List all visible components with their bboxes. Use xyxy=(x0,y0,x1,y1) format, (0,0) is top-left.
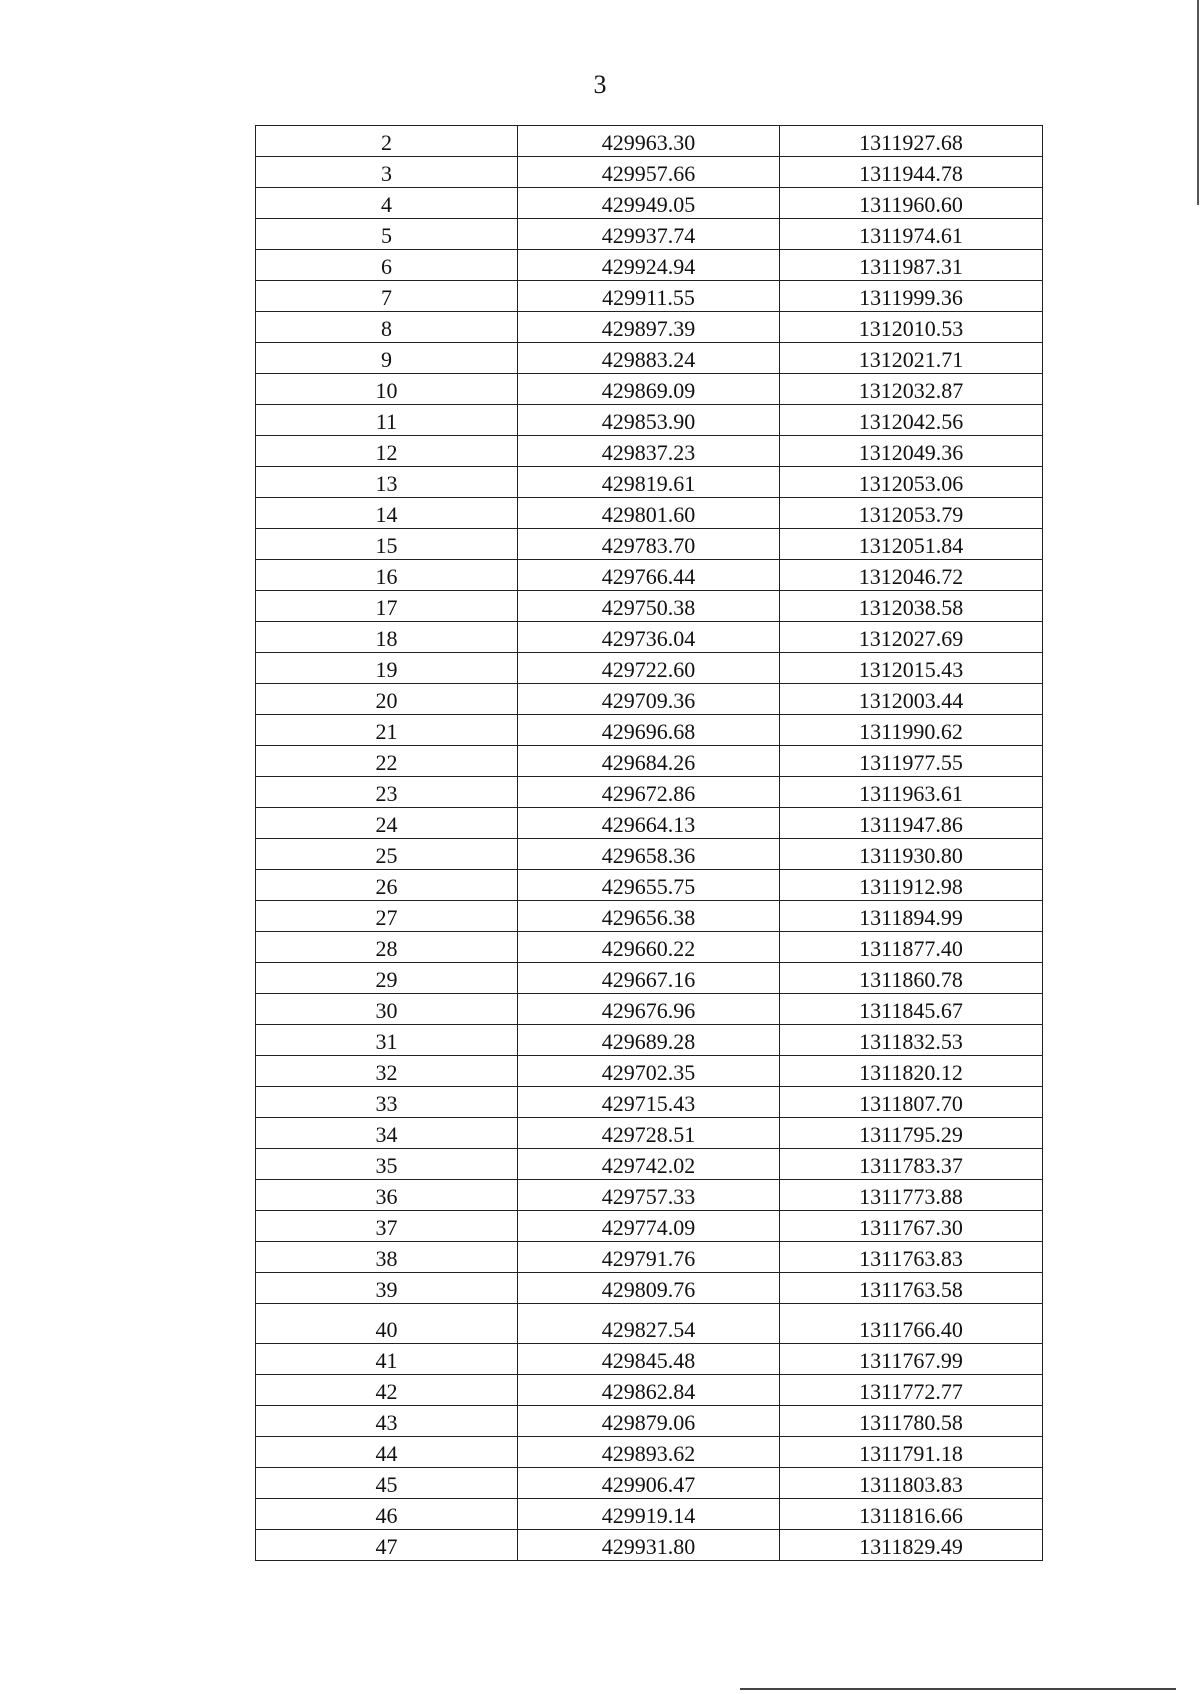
x-coordinate-cell: 429696.68 xyxy=(518,715,780,746)
y-coordinate-cell: 1311999.36 xyxy=(780,281,1043,312)
point-number-cell: 32 xyxy=(256,1056,518,1087)
point-number-cell: 42 xyxy=(256,1375,518,1406)
y-coordinate-cell: 1311791.18 xyxy=(780,1437,1043,1468)
point-number-cell: 25 xyxy=(256,839,518,870)
table-row xyxy=(256,994,1043,1025)
point-number-cell: 7 xyxy=(256,281,518,312)
y-coordinate-cell: 1312003.44 xyxy=(780,684,1043,715)
x-coordinate-cell: 429845.48 xyxy=(518,1344,780,1375)
page-number: 3 xyxy=(593,70,607,99)
table-row xyxy=(256,343,1043,374)
point-number-cell: 12 xyxy=(256,436,518,467)
x-coordinate-cell: 429750.38 xyxy=(518,591,780,622)
table-row xyxy=(256,901,1043,932)
table-row xyxy=(256,622,1043,653)
y-coordinate-cell: 1311930.80 xyxy=(780,839,1043,870)
point-number-cell: 38 xyxy=(256,1242,518,1273)
y-coordinate-cell: 1311832.53 xyxy=(780,1025,1043,1056)
x-coordinate-cell: 429862.84 xyxy=(518,1375,780,1406)
point-number-cell: 23 xyxy=(256,777,518,808)
point-number-cell: 36 xyxy=(256,1180,518,1211)
table-row xyxy=(256,281,1043,312)
coordinates-table xyxy=(255,125,1043,1561)
x-coordinate-cell: 429783.70 xyxy=(518,529,780,560)
y-coordinate-cell: 1311947.86 xyxy=(780,808,1043,839)
x-coordinate-cell: 429774.09 xyxy=(518,1211,780,1242)
point-number-cell: 33 xyxy=(256,1087,518,1118)
point-number-cell: 28 xyxy=(256,932,518,963)
y-coordinate-cell: 1311795.29 xyxy=(780,1118,1043,1149)
table-row xyxy=(256,157,1043,188)
x-coordinate-cell: 429702.35 xyxy=(518,1056,780,1087)
table-row xyxy=(256,405,1043,436)
point-number-cell: 4 xyxy=(256,188,518,219)
table-row xyxy=(256,1375,1043,1406)
point-number-cell: 40 xyxy=(256,1304,518,1344)
table-row xyxy=(256,1180,1043,1211)
x-coordinate-cell: 429672.86 xyxy=(518,777,780,808)
x-coordinate-cell: 429664.13 xyxy=(518,808,780,839)
table-row xyxy=(256,529,1043,560)
y-coordinate-cell: 1312032.87 xyxy=(780,374,1043,405)
point-number-cell: 8 xyxy=(256,312,518,343)
y-coordinate-cell: 1312010.53 xyxy=(780,312,1043,343)
point-number-cell: 22 xyxy=(256,746,518,777)
point-number-cell: 24 xyxy=(256,808,518,839)
table-row xyxy=(256,1344,1043,1375)
point-number-cell: 41 xyxy=(256,1344,518,1375)
y-coordinate-cell: 1312015.43 xyxy=(780,653,1043,684)
x-coordinate-cell: 429736.04 xyxy=(518,622,780,653)
y-coordinate-cell: 1311773.88 xyxy=(780,1180,1043,1211)
y-coordinate-cell: 1311927.68 xyxy=(780,126,1043,157)
x-coordinate-cell: 429658.36 xyxy=(518,839,780,870)
x-coordinate-cell: 429791.76 xyxy=(518,1242,780,1273)
table-row xyxy=(256,870,1043,901)
table-row xyxy=(256,1499,1043,1530)
x-coordinate-cell: 429827.54 xyxy=(518,1304,780,1344)
table-row xyxy=(256,1304,1043,1344)
point-number-cell: 43 xyxy=(256,1406,518,1437)
y-coordinate-cell: 1311912.98 xyxy=(780,870,1043,901)
x-coordinate-cell: 429656.38 xyxy=(518,901,780,932)
y-coordinate-cell: 1311820.12 xyxy=(780,1056,1043,1087)
table-row xyxy=(256,1087,1043,1118)
x-coordinate-cell: 429809.76 xyxy=(518,1273,780,1304)
point-number-cell: 34 xyxy=(256,1118,518,1149)
x-coordinate-cell: 429963.30 xyxy=(518,126,780,157)
table-row xyxy=(256,560,1043,591)
x-coordinate-cell: 429766.44 xyxy=(518,560,780,591)
point-number-cell: 45 xyxy=(256,1468,518,1499)
y-coordinate-cell: 1311860.78 xyxy=(780,963,1043,994)
table-row xyxy=(256,746,1043,777)
table-row xyxy=(256,126,1043,157)
y-coordinate-cell: 1312053.06 xyxy=(780,467,1043,498)
x-coordinate-cell: 429869.09 xyxy=(518,374,780,405)
y-coordinate-cell: 1312027.69 xyxy=(780,622,1043,653)
y-coordinate-cell: 1311960.60 xyxy=(780,188,1043,219)
table-row xyxy=(256,188,1043,219)
point-number-cell: 3 xyxy=(256,157,518,188)
table-row xyxy=(256,591,1043,622)
x-coordinate-cell: 429709.36 xyxy=(518,684,780,715)
point-number-cell: 39 xyxy=(256,1273,518,1304)
table-row xyxy=(256,1242,1043,1273)
point-number-cell: 35 xyxy=(256,1149,518,1180)
point-number-cell: 26 xyxy=(256,870,518,901)
point-number-cell: 29 xyxy=(256,963,518,994)
x-coordinate-cell: 429893.62 xyxy=(518,1437,780,1468)
x-coordinate-cell: 429728.51 xyxy=(518,1118,780,1149)
x-coordinate-cell: 429911.55 xyxy=(518,281,780,312)
y-coordinate-cell: 1311783.37 xyxy=(780,1149,1043,1180)
y-coordinate-cell: 1312042.56 xyxy=(780,405,1043,436)
point-number-cell: 11 xyxy=(256,405,518,436)
x-coordinate-cell: 429722.60 xyxy=(518,653,780,684)
y-coordinate-cell: 1311807.70 xyxy=(780,1087,1043,1118)
y-coordinate-cell: 1312053.79 xyxy=(780,498,1043,529)
point-number-cell: 19 xyxy=(256,653,518,684)
point-number-cell: 46 xyxy=(256,1499,518,1530)
table-row xyxy=(256,436,1043,467)
table-row xyxy=(256,1530,1043,1561)
x-coordinate-cell: 429742.02 xyxy=(518,1149,780,1180)
table-row xyxy=(256,312,1043,343)
table-row xyxy=(256,1025,1043,1056)
x-coordinate-cell: 429684.26 xyxy=(518,746,780,777)
x-coordinate-cell: 429957.66 xyxy=(518,157,780,188)
x-coordinate-cell: 429676.96 xyxy=(518,994,780,1025)
x-coordinate-cell: 429689.28 xyxy=(518,1025,780,1056)
x-coordinate-cell: 429924.94 xyxy=(518,250,780,281)
table-row xyxy=(256,374,1043,405)
point-number-cell: 18 xyxy=(256,622,518,653)
x-coordinate-cell: 429949.05 xyxy=(518,188,780,219)
table-row xyxy=(256,839,1043,870)
x-coordinate-cell: 429819.61 xyxy=(518,467,780,498)
point-number-cell: 13 xyxy=(256,467,518,498)
table-row xyxy=(256,1406,1043,1437)
point-number-cell: 15 xyxy=(256,529,518,560)
table-row xyxy=(256,715,1043,746)
y-coordinate-cell: 1311990.62 xyxy=(780,715,1043,746)
table-row xyxy=(256,777,1043,808)
y-coordinate-cell: 1312038.58 xyxy=(780,591,1043,622)
point-number-cell: 16 xyxy=(256,560,518,591)
y-coordinate-cell: 1311877.40 xyxy=(780,932,1043,963)
y-coordinate-cell: 1311987.31 xyxy=(780,250,1043,281)
table-row xyxy=(256,1211,1043,1242)
y-coordinate-cell: 1311829.49 xyxy=(780,1530,1043,1561)
table-row xyxy=(256,963,1043,994)
point-number-cell: 31 xyxy=(256,1025,518,1056)
y-coordinate-cell: 1312049.36 xyxy=(780,436,1043,467)
footer-rule xyxy=(740,1688,1176,1690)
point-number-cell: 14 xyxy=(256,498,518,529)
x-coordinate-cell: 429837.23 xyxy=(518,436,780,467)
point-number-cell: 5 xyxy=(256,219,518,250)
coordinates-table-body xyxy=(256,126,1043,1561)
y-coordinate-cell: 1312051.84 xyxy=(780,529,1043,560)
table-row xyxy=(256,1149,1043,1180)
y-coordinate-cell: 1311816.66 xyxy=(780,1499,1043,1530)
point-number-cell: 30 xyxy=(256,994,518,1025)
table-row xyxy=(256,1437,1043,1468)
point-number-cell: 9 xyxy=(256,343,518,374)
y-coordinate-cell: 1311763.83 xyxy=(780,1242,1043,1273)
table-row xyxy=(256,932,1043,963)
y-coordinate-cell: 1311767.30 xyxy=(780,1211,1043,1242)
point-number-cell: 17 xyxy=(256,591,518,622)
point-number-cell: 44 xyxy=(256,1437,518,1468)
y-coordinate-cell: 1311803.83 xyxy=(780,1468,1043,1499)
table-row xyxy=(256,250,1043,281)
x-coordinate-cell: 429757.33 xyxy=(518,1180,780,1211)
y-coordinate-cell: 1311766.40 xyxy=(780,1304,1043,1344)
y-coordinate-cell: 1311963.61 xyxy=(780,777,1043,808)
table-row xyxy=(256,653,1043,684)
x-coordinate-cell: 429715.43 xyxy=(518,1087,780,1118)
x-coordinate-cell: 429801.60 xyxy=(518,498,780,529)
point-number-cell: 10 xyxy=(256,374,518,405)
y-coordinate-cell: 1312046.72 xyxy=(780,560,1043,591)
point-number-cell: 2 xyxy=(256,126,518,157)
y-coordinate-cell: 1311944.78 xyxy=(780,157,1043,188)
x-coordinate-cell: 429655.75 xyxy=(518,870,780,901)
y-coordinate-cell: 1311780.58 xyxy=(780,1406,1043,1437)
table-row xyxy=(256,808,1043,839)
point-number-cell: 47 xyxy=(256,1530,518,1561)
x-coordinate-cell: 429667.16 xyxy=(518,963,780,994)
table-row xyxy=(256,1056,1043,1087)
x-coordinate-cell: 429919.14 xyxy=(518,1499,780,1530)
scan-edge-line xyxy=(1197,0,1199,205)
x-coordinate-cell: 429897.39 xyxy=(518,312,780,343)
x-coordinate-cell: 429660.22 xyxy=(518,932,780,963)
x-coordinate-cell: 429883.24 xyxy=(518,343,780,374)
table-row xyxy=(256,1118,1043,1149)
y-coordinate-cell: 1311845.67 xyxy=(780,994,1043,1025)
point-number-cell: 6 xyxy=(256,250,518,281)
y-coordinate-cell: 1311772.77 xyxy=(780,1375,1043,1406)
x-coordinate-cell: 429906.47 xyxy=(518,1468,780,1499)
y-coordinate-cell: 1311767.99 xyxy=(780,1344,1043,1375)
x-coordinate-cell: 429853.90 xyxy=(518,405,780,436)
table-row xyxy=(256,1468,1043,1499)
point-number-cell: 27 xyxy=(256,901,518,932)
y-coordinate-cell: 1311894.99 xyxy=(780,901,1043,932)
y-coordinate-cell: 1312021.71 xyxy=(780,343,1043,374)
y-coordinate-cell: 1311763.58 xyxy=(780,1273,1043,1304)
y-coordinate-cell: 1311977.55 xyxy=(780,746,1043,777)
table-row xyxy=(256,498,1043,529)
y-coordinate-cell: 1311974.61 xyxy=(780,219,1043,250)
point-number-cell: 37 xyxy=(256,1211,518,1242)
point-number-cell: 20 xyxy=(256,684,518,715)
x-coordinate-cell: 429937.74 xyxy=(518,219,780,250)
point-number-cell: 21 xyxy=(256,715,518,746)
table-row xyxy=(256,684,1043,715)
table-row xyxy=(256,1273,1043,1304)
table-row xyxy=(256,467,1043,498)
x-coordinate-cell: 429931.80 xyxy=(518,1530,780,1561)
table-row xyxy=(256,219,1043,250)
x-coordinate-cell: 429879.06 xyxy=(518,1406,780,1437)
